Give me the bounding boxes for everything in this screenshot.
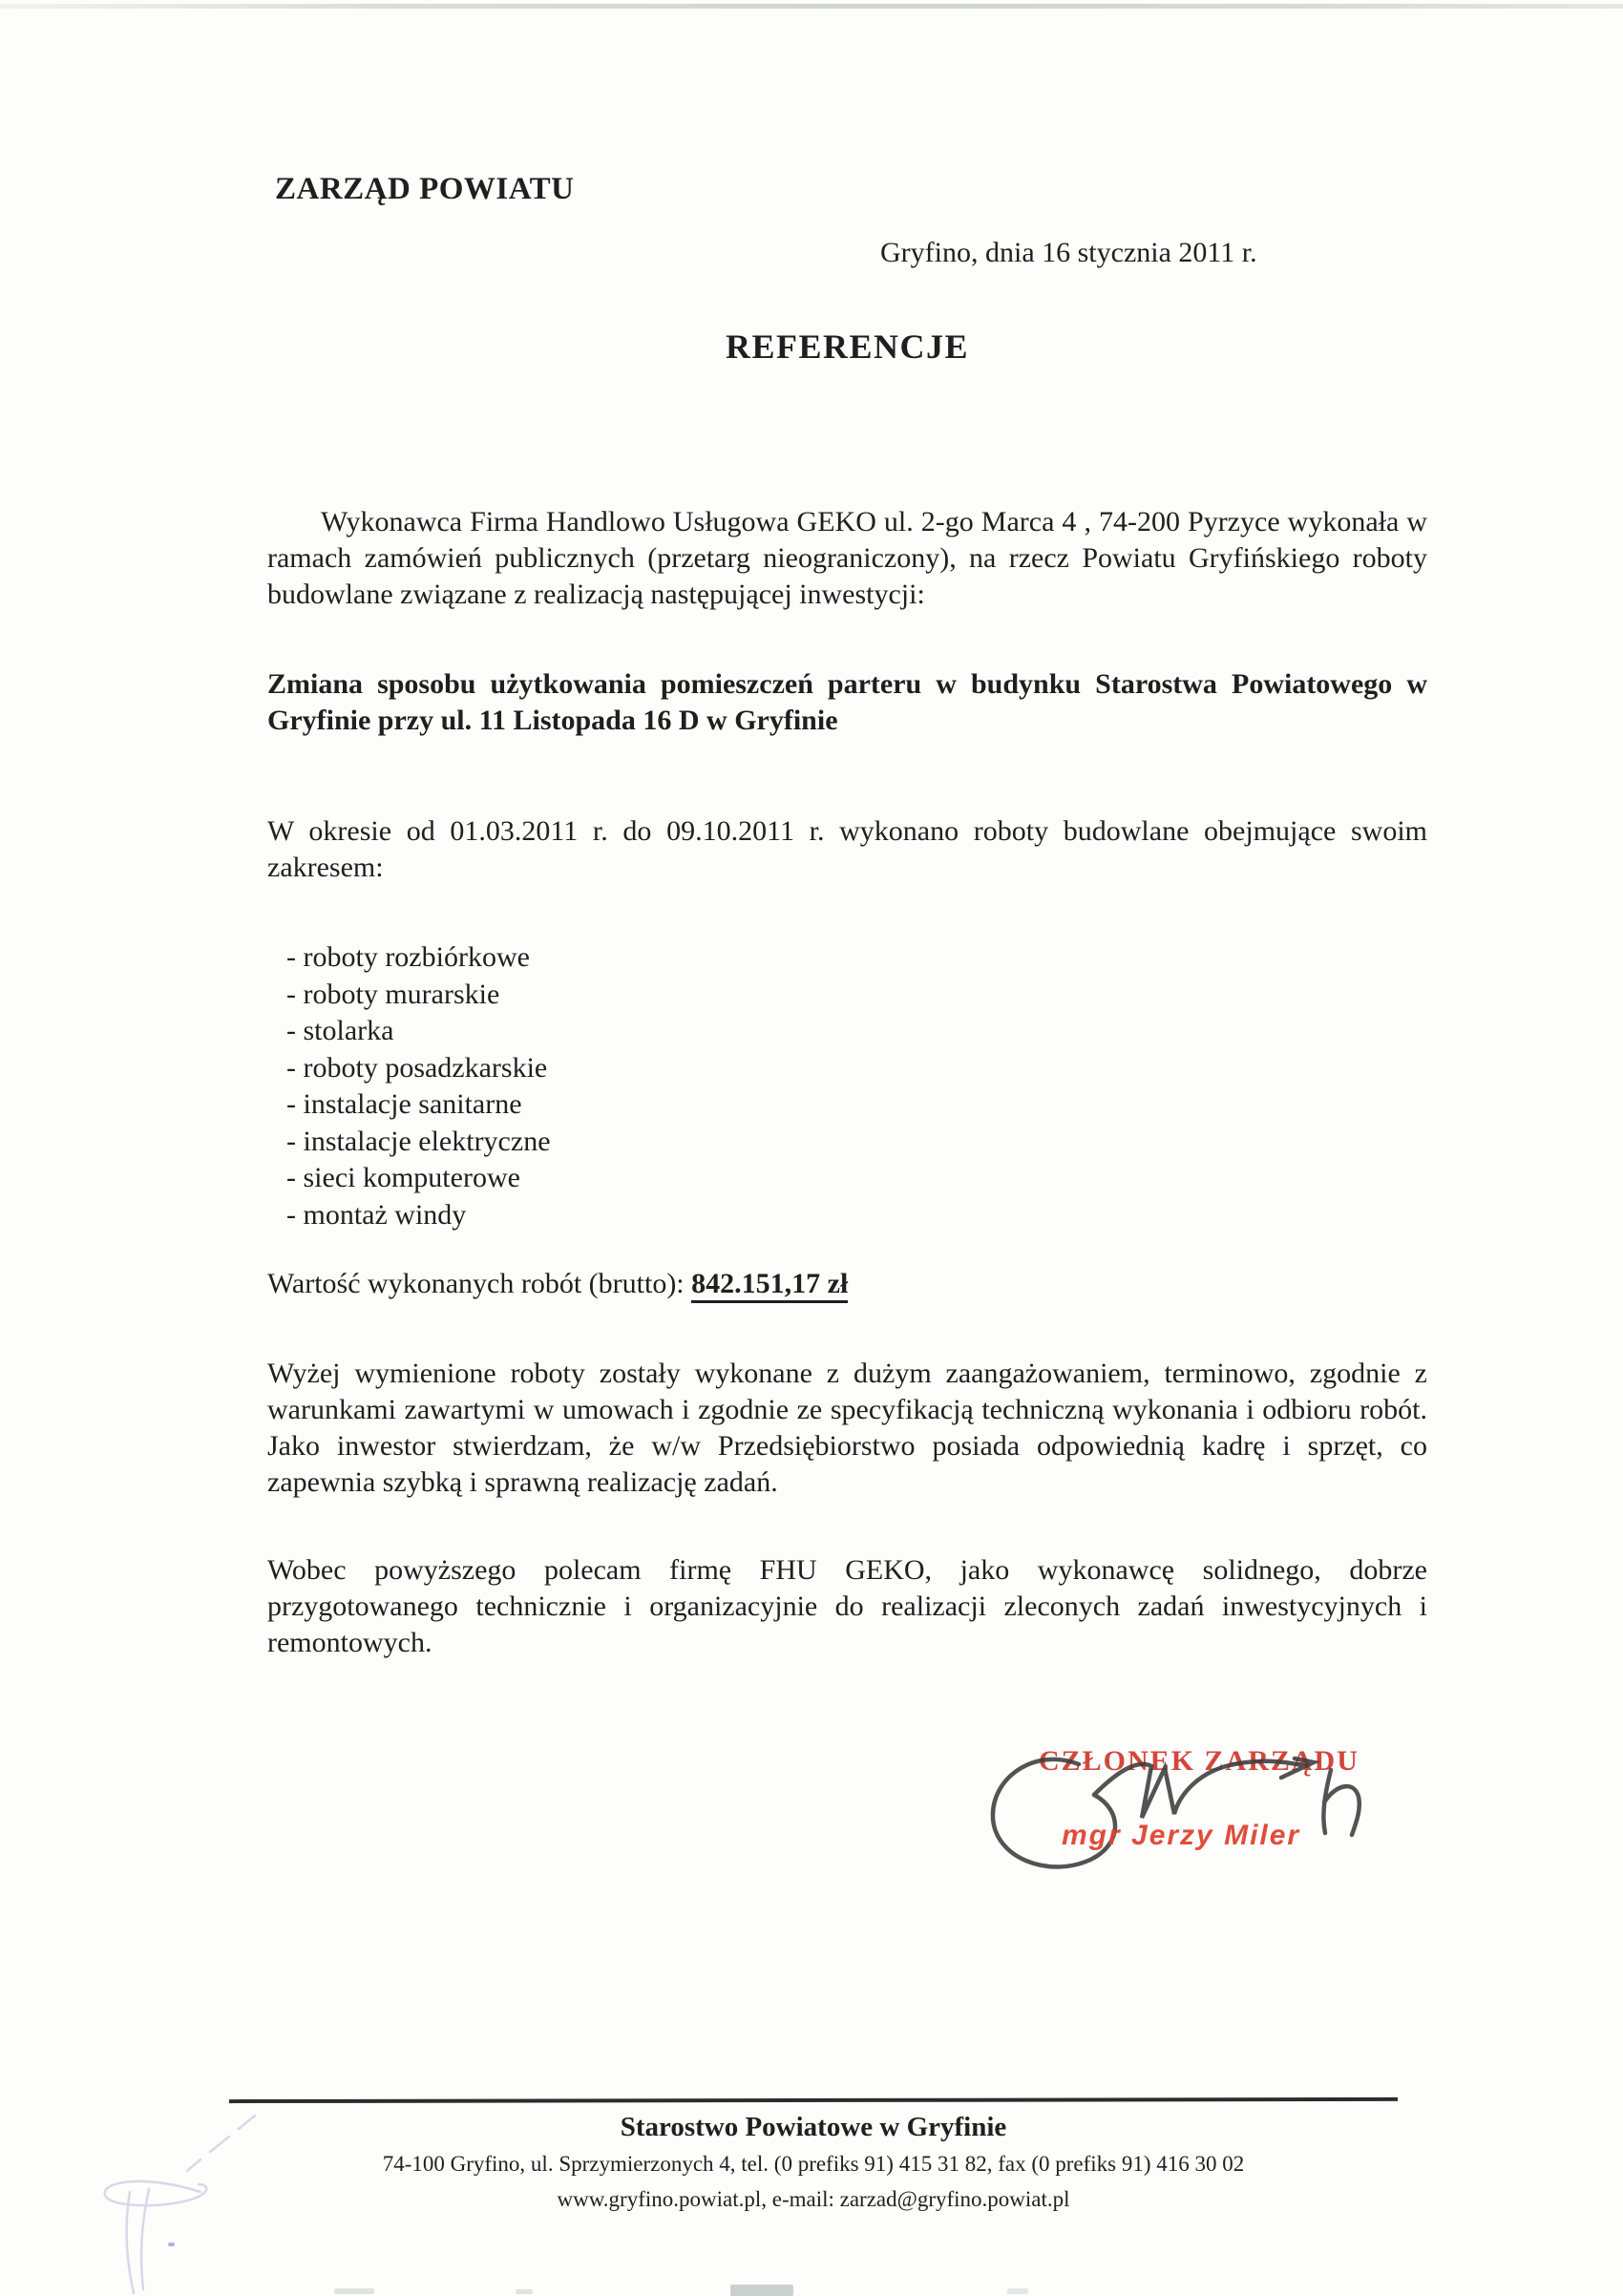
work-item: - roboty posadzkarskie [286, 1051, 548, 1084]
work-item: - roboty murarskie [286, 978, 500, 1010]
scan-artifact-smudge [334, 2288, 374, 2294]
gross-value-line [267, 1268, 1427, 1300]
scan-artifact-pencil-marks [57, 2100, 306, 2296]
paragraph-quality: Wyżej wymienione roboty zostały wykonane z dużym zaangażowaniem, terminowo, zgodnie z warunkami zawartymi w umowach i zgodnie ze specyfikacją techniczną wykonania i odbioru robót. Jako inwestor stwierdzam, że w/w Przedsiębiorstwo posiada odpowiednią kadrę i sprzęt, co zapewnia szybką i sprawną realizację zadań. [267, 1358, 1427, 1498]
footer-organization: Starostwo Powiatowe w Gryfinie [620, 2112, 1007, 2142]
footer-contact: www.gryfino.powiat.pl, e-mail: zarzad@gryfino.powiat.pl [557, 2187, 1070, 2211]
date-line: Gryfino, dnia 16 stycznia 2011 r. [880, 237, 1257, 268]
work-item: - instalacje sanitarne [286, 1088, 522, 1120]
scan-artifact-smudge [730, 2285, 793, 2296]
stamp-role-text: CZŁONEK ZARZĄDU [1039, 1745, 1360, 1777]
header-organization: ZARZĄD POWIATU [275, 172, 575, 206]
work-item: - stolarka [286, 1015, 394, 1046]
scan-artifact-top-line [0, 4, 1623, 9]
document-title: REFERENCJE [725, 327, 970, 366]
work-item: - instalacje elektryczne [286, 1125, 551, 1157]
work-items-list [286, 939, 1146, 1233]
paragraph-intro: Wykonawca Firma Handlowo Usługowa GEKO ul. 2-go Marca 4 , 74-200 Pyrzyce wykonała w ramach zamówień publicznych (przetarg nieograniczony), na rzecz Powiatu Gryfińskiego roboty budowlane związane z realizacją następującej inwestycji: [267, 506, 1427, 610]
scan-artifact-ink-speck [168, 2243, 175, 2246]
paragraph-period: W okresie od 01.03.2011 r. do 09.10.2011 r. wykonano roboty budowlane obejmujące swoim zakresem: [267, 815, 1427, 883]
scan-artifact-smudge [516, 2289, 533, 2294]
work-item: - sieci komputerowe [286, 1162, 520, 1193]
stamp-name-text: mgr Jerzy Miler [1062, 1820, 1301, 1851]
work-item: - roboty rozbiórkowe [286, 941, 530, 973]
work-item: - montaż windy [286, 1198, 467, 1231]
footer-divider [229, 2097, 1398, 2103]
scan-artifact-smudge [1007, 2288, 1028, 2294]
gross-value-label: Wartość wykonanych robót (brutto): [267, 1268, 692, 1299]
paragraph-investment-title: Zmiana sposobu użytkowania pomieszczeń parteru w budynku Starostwa Powiatowego w Gryfinie przy ul. 11 Listopada 16 D w Gryfinie [267, 668, 1427, 736]
gross-value-amount: 842.151,17 zł [691, 1268, 848, 1303]
footer-address: 74-100 Gryfino, ul. Sprzymierzonych 4, tel. (0 prefiks 91) 415 31 82, fax (0 prefiks 91) 416 30 02 [382, 2152, 1245, 2176]
paragraph-recommendation: Wobec powyższego polecam firmę FHU GEKO, jako wykonawcę solidnego, dobrze przygotowanego technicznie i organizacyjnie do realizacji zleconych zadań inwestycyjnych i remontowych. [267, 1554, 1427, 1658]
